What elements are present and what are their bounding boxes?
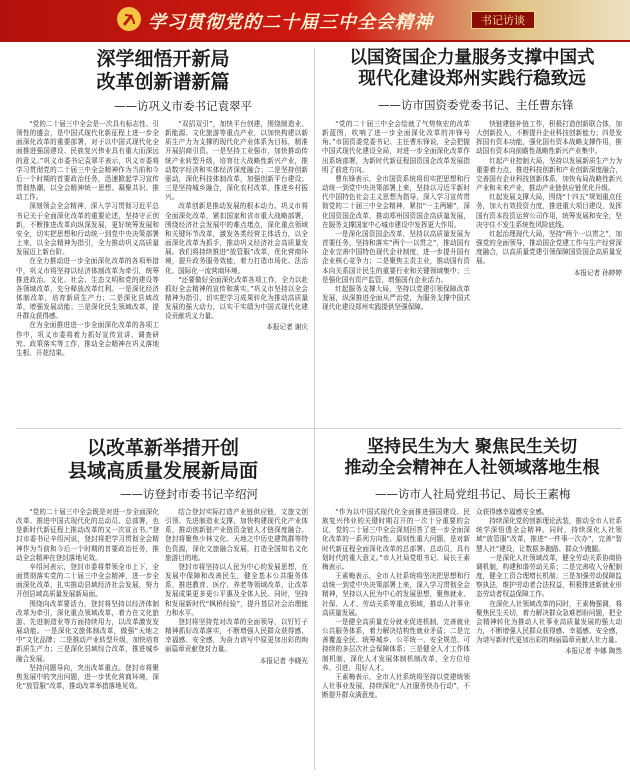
article-2-column-2	[476, 120, 622, 420]
article-2-paragraph: 红起产业控制大局，坚持以发展新质生产力为重要着力点，推进科技创新和产业创新深度融合，完善国有企业科技创新体系，加快布局战略性新兴产业和未来产业，推动产业链供应链优化升级。	[476, 156, 622, 193]
article-1-column-1	[16, 120, 159, 420]
article-3-paragraph: 围绕向改革要活力，登封将坚持以经济体制改革为牵引，深化重点领域改革，着力在文化旅游、先进制造业等方面持续用力，以改革激发发展动能。一是深化文旅体制改革，做强“天地之中”文化品牌；二是推动产业转型升级，加快培育新质生产力；三是深化县域综合改革，推进城乡融合发展。	[16, 599, 159, 663]
article-1-column-2	[165, 120, 308, 420]
article-2-headline	[320, 48, 624, 91]
party-emblem-icon	[116, 6, 142, 32]
article-2-byline: 本报记者 孙婷婷	[573, 268, 622, 277]
article-3-paragraph: 坚持问题导向，突出改革重点。登封市将聚焦发展中的突出问题，进一步优化营商环境，深化“放管服”改革，推动改革举措落地见效。	[16, 663, 159, 690]
article-3-headline	[24, 437, 302, 483]
article-3-column-1	[16, 508, 159, 770]
article-1-headline-line-2: 改革创新谱新篇	[96, 71, 230, 94]
article-1-paragraph: 在为全面推进进一步全面深化改革的各项工作中，巩义市委将着力抓好宣传宣讲、调查研究、政策落实等工作，推动全会精神在巩义落地生根、开花结果。	[16, 321, 159, 357]
article-1-byline: 本报记者 谢庆	[266, 323, 308, 332]
article-4-paragraph: 在深化人社领域改革的同时，王素梅强调，将聚焦民生关切，着力解决群众急难愁盼问题，把全会精神转化为推动人社事业高质量发展的强大动力，不断增强人民群众获得感、幸福感、安全感，为谱写新时代更加出彩的绚丽篇章贡献人社力量。	[476, 599, 622, 645]
article-1-paragraph: 在全力推动进一步全面深化改革的各项举措中，巩义市将坚持以经济体制改革为牵引，统筹推进政治、文化、社会、生态文明和党的建设等各领域改革，充分释放改革红利。一是深化经济体制改革，培育新质生产力；二是深化县域改革，增强发展动能；三是深化民生领域改革，提升群众获得感。	[16, 257, 159, 321]
article-4-paragraph: 王素梅表示，全市人社系统将坚持以党建统领人社事业发展，持续深化“人社服务快办行动”，不断提升群众满意度。	[322, 672, 470, 700]
article-4-column-2	[476, 508, 622, 770]
article-3-paragraph: “党的二十届三中全会既是对进一步全面深化改革、推进中国式现代化的总动员、总部署，也是新时代新征程上推动改革的又一次宣言书。”登封市委书记辛绍河说，登封将把学习贯彻全会精神作为当前和今后一个时期的首要政治任务，推动全会精神在登封落地见效。	[16, 508, 159, 562]
banner-divider	[0, 40, 630, 42]
article-3-paragraph: 登封市将坚持以人民为中心的发展思想，在发展中保障和改善民生，健全基本公共服务体系，推进教育、医疗、养老等领域改革，让改革发展成果更多更公平惠及全体人民。同时，坚持和发展新时代“枫桥经验”，提升基层社会治理能力和水平。	[165, 562, 308, 617]
article-1-headline	[24, 48, 302, 94]
article-3-column-2	[165, 508, 308, 770]
article-2-paragraph: “党的二十届三中全会绘就了气势恢宏的改革新蓝图，吹响了进一步全面深化改革的冲锋号角。”市国资委党委书记、主任曹东锋说，全会把握中国式现代化建设全局，对进一步全面深化改革作出系统部署，为新时代新征程国资国企改革发展指明了前进方向。	[322, 120, 470, 174]
article-1-paragraph: 深刻领会全会精神，深入学习贯彻习近平总书记关于全面深化改革的重要论述，坚持守正创新，不断推进改革向纵深发展，更好统筹发展和安全，切实把思想和行动统一到党中央决策部署上来，以全会精神为指引，全力推动巩义高质量发展迈上新台阶。	[16, 202, 159, 257]
article-4-paragraph: 一是深化人社领域改革，健全劳动关系协商协调机制，构建和谐劳动关系；二是完善收入分配制度，健全工资合理增长机制；三是加强劳动保障监察执法，维护劳动者合法权益，积极推进新就业形态劳动者权益保障工作。	[476, 553, 622, 599]
article-4-headline-line-1: 坚持民生为大 聚焦民生关切	[367, 437, 577, 457]
article-1-subtitle: ——访巩义市委书记袁翠平	[114, 99, 252, 113]
row-divider	[16, 428, 622, 429]
article-4-paragraph: 众获得感幸福感安全感。	[476, 508, 549, 516]
article-3-subtitle: ——访登封市委书记辛绍河	[120, 487, 258, 501]
column-divider	[314, 48, 315, 770]
article-3-headline-line-2: 县域高质量发展新局面	[67, 460, 258, 483]
article-2-paragraph: 红起治理现代大局，坚持“两个一以贯之”，加强党的全面领导，推动国企党建工作与生产经营深度融合，以高质量党建引领保障国资国企高质量发展。	[476, 229, 622, 266]
article-4-subtitle: ——访市人社局党组书记、局长王素梅	[375, 487, 571, 501]
article-1-paragraph: “还要做好全面深化改革各项工作，全力以赴抓好全会精神的宣传和落实。”巩义市坚持以全会精神为指引，切实把学习成果转化为推动高质量发展的强大动力，以实干实绩为中国式现代化建设贡献巩义力量。	[165, 275, 308, 321]
article-4-column-1	[322, 508, 470, 770]
article-1-paragraph: “党的二十届三中全会是一次具有标志性、引领性的盛会，是中国式现代化新征程上进一步全面深化改革的重要部署，对于以中国式现代化全面推进强国建设、民族复兴伟业具有重大而深远的意义。”巩义市委书记袁翠平表示，巩义市委将学习贯彻党的二十届三中全会精神作为当前和今后一个时期的首要政治任务，迅速掀起学习宣传贯彻热潮，以全会精神统一思想、凝聚共识、推动工作。	[16, 120, 159, 202]
article-4-headline	[320, 437, 624, 478]
article-1-paragraph: 改革创新是推动发展的根本动力。巩义市将全面深化改革，紧扣国家和省市重大战略部署，围绕经济社会发展中的难点堵点，深化重点领域和关键环节改革，激发各类经营主体活力，以全面深化改革为抓手，推动巩义经济社会高质量发展。我们将持续推进“放管服”改革，优化营商环境，提升政务服务效能，着力打造市场化、法治化、国际化一流营商环境。	[165, 202, 308, 275]
article-4-paragraph: 一是健全高质量充分就业促进机制，完善就业公共服务体系，着力解决结构性就业矛盾；二是完善覆盖全民、统筹城乡、公平统一、安全规范、可持续的多层次社会保障体系；三是健全人才工作体制机制，深化人才发展体制机制改革，全方位培养、引进、用好人才。	[322, 617, 470, 672]
article-2-subtitle: ——访市国资委党委书记、主任曹东锋	[378, 98, 574, 112]
article-3-paragraph: 登封将坚持党对改革的全面领导，以钉钉子精神抓好改革落实，不断增强人民群众获得感、幸福感、安全感，为奋力谱写中原更加出彩的绚丽篇章贡献登封力量。	[165, 617, 308, 654]
article-3-byline: 本报记者 李晓光	[259, 656, 308, 665]
banner-title: 学习贯彻党的二十届三中全会精神	[148, 12, 433, 33]
section-banner	[0, 0, 630, 40]
article-3-paragraph: 辛绍河表示，登封市委将带领全市上下，全面贯彻落实党的二十届三中全会精神，进一步全面深化改革，扎实推动县域经济社会发展，努力开创县域高质量发展新局面。	[16, 562, 159, 599]
article-1-headline-line-1: 深学细悟开新局	[96, 48, 230, 70]
article-3-paragraph: 结合登封实际打造产业链供应链，文旅文创引领、先进制造业支撑，加快构建现代化产业体系，推动创新链产业链资金链人才链深度融合。登封将聚焦少林文化、天地之中历史建筑群等特色资源，深化文旅融合发展，打造全国知名文化旅游目的地。	[165, 508, 308, 562]
article-2-paragraph: 红起服务支撑大局，坚持以党建引领保障改革发展，纵深推进全面从严治党，为服务支撑中国式现代化建设郑州实践提供坚强保障。	[322, 284, 470, 312]
article-2-paragraph: 红起发展支撑大局，围绕“十四五”规划重点任务，加大有效投资力度，推进重大项目建设，发挥国有资本投资运营公司作用，统筹发展和安全，坚决守住不发生系统性风险底线。	[476, 193, 622, 229]
article-4-paragraph: “作为以中国式现代化全面推进强国建设、民族复兴伟业的关键时期召开的一次十分重要的会议，党的二十届三中全会深刻回答了进一步全面深化改革的一系列方向性、原则性重大问题，是对新时代新征程全面深化改革的总部署、总动员，具有划时代的重大意义。”市人社局党组书记、局长王素梅表示。	[322, 508, 470, 571]
article-4-headline-line-2: 推动全会精神在人社领域落地生根	[344, 457, 600, 478]
article-3-headline-line-1: 以改革新举措开创	[86, 437, 239, 459]
article-2-column-1	[322, 120, 470, 420]
article-4-paragraph: 持续深化党的创新理论武装，推动全市人社系统学深悟透全会精神。同时，持续深化人社领域“放管服”改革，推进“一件事一次办”，完善“智慧人社”建设，让数据多跑路、群众少跑腿。	[476, 517, 622, 553]
article-2-paragraph: 曹东锋表示，全市国资系统将切实把思想和行动统一到党中央决策部署上来，坚持以习近平新时代中国特色社会主义思想为指导，深入学习宣传贯彻党的二十届三中全会精神，紧扣“一主两辅”，深化国资国企改革，推动郑州国资国企高质量发展，在服务支撑国家中心城市建设中发挥更大作用。	[322, 174, 470, 229]
article-4-paragraph: 王素梅表示，全市人社系统将坚决把思想和行动统一到党中央决策部署上来，深入学习贯彻全会精神，坚持以人民为中心的发展思想，聚焦就业、社保、人才、劳动关系等重点领域，推动人社事业高质量发展。	[322, 572, 470, 617]
article-2-paragraph: 一是深化国资国企改革，坚持以高质量发展为首要任务，坚持和落实“两个一以贯之”，推动国有企业完善中国特色现代企业制度，进一步提升国有企业核心竞争力；二是聚焦主责主业，推动国有资本向关系国计民生的重要行业和关键领域集中；三是强化国有资产监管，增强国有企业活力。	[322, 229, 470, 284]
section-tag: 书记访谈	[471, 11, 535, 29]
article-2-paragraph: 快链建链补链工作，积极打造创新联合体，加大创新投入，不断提升企业科技创新能力；四是发挥国有资本功能，强化国有资本战略支撑作用，推动国有资本向前瞻性战略性新兴产业集中。	[476, 120, 622, 156]
article-2-headline-line-1: 以国资国企力量服务支撑中国式	[349, 48, 595, 68]
article-1-paragraph: “双招双引”，加快平台创建，围绕制造业、新能源、文化旅游等重点产业，以加快构建以新质生产力为支撑的现代化产业体系为目标，精准开展招商引资。一是坚持工业强市，加快推动传统产业转型升级，培育壮大战略性新兴产业，推动数字经济和实体经济深度融合；二是坚持创新驱动，深化科技体制改革，加强创新平台建设；三是坚持城乡融合，深化农村改革，推进乡村振兴。	[165, 120, 308, 202]
article-4-byline: 本报记者 李娜 陶然	[565, 647, 622, 656]
article-2-headline-line-2: 现代化建设郑州实践行稳致远	[358, 69, 586, 90]
